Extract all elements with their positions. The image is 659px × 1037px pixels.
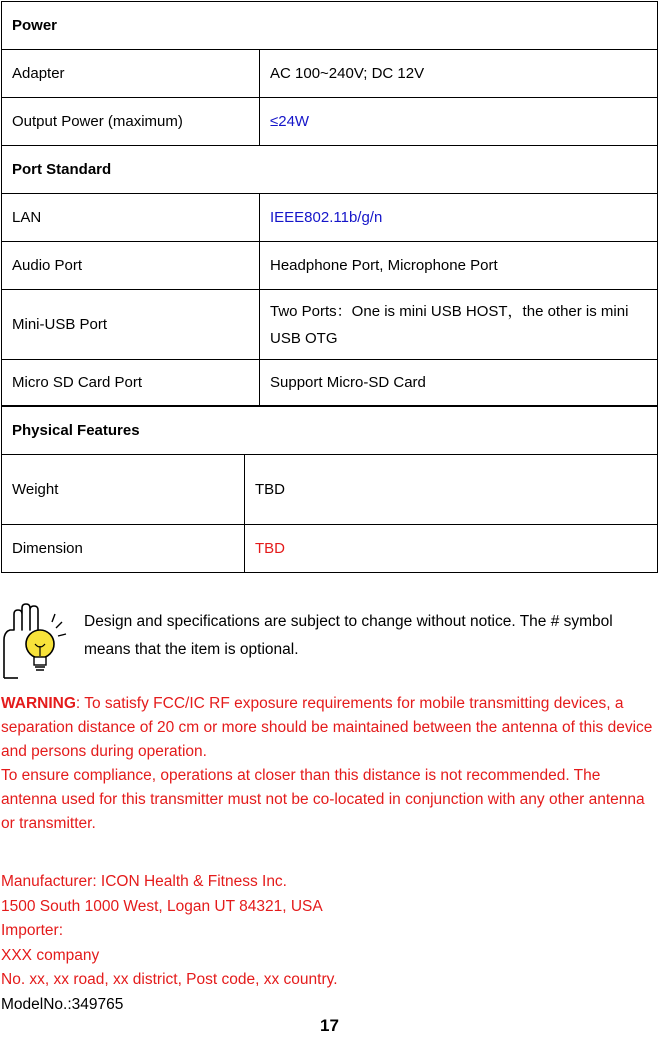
output-power-value: ≤24W: [260, 98, 658, 146]
adapter-label: Adapter: [2, 50, 260, 98]
manufacturer-block: [1, 870, 338, 1017]
lan-value: IEEE802.11b/g/n: [260, 194, 658, 242]
manufacturer-line: Manufacturer: ICON Health & Fitness Inc.: [1, 873, 287, 890]
adapter-value: AC 100~240V; DC 12V: [260, 50, 658, 98]
audio-port-value: Headphone Port, Microphone Port: [260, 242, 658, 290]
warning-block: [1, 692, 659, 836]
hand-lightbulb-icon: [0, 600, 70, 682]
micro-sd-value: Support Micro-SD Card: [260, 360, 658, 406]
specification-note: Design and specifications are subject to change without notice. The # symbol means that the item is optional.: [84, 613, 613, 658]
weight-label: Weight: [2, 455, 245, 525]
mini-usb-label: Mini-USB Port: [2, 290, 260, 360]
importer-address: No. xx, xx road, xx district, Post code, xx country.: [1, 971, 338, 988]
page-number: 17: [320, 1016, 339, 1035]
spec-table-physical: [1, 406, 658, 573]
micro-sd-label: Micro SD Card Port: [2, 360, 260, 406]
model-number: ModelNo.:349765: [1, 995, 124, 1013]
lan-label: LAN: [2, 194, 260, 242]
warning-text-2: To ensure compliance, operations at closer than this distance is not recommended. The antenna used for this transmitter must not be co-located in conjunction with any other antenna or transmitter.: [1, 767, 645, 832]
manufacturer-address: 1500 South 1000 West, Logan UT 84321, USA: [1, 897, 323, 915]
importer-name: XXX company: [1, 946, 100, 964]
mini-usb-value: Two Ports：One is mini USB HOST，the other is mini USB OTG: [260, 290, 658, 360]
warning-label: WARNING: [1, 695, 76, 712]
dimension-value: TBD: [245, 525, 658, 573]
audio-port-label: Audio Port: [2, 242, 260, 290]
power-section-header: Power: [2, 2, 658, 50]
importer-label: Importer:: [1, 922, 64, 939]
warning-text-1: : To satisfy FCC/IC RF exposure requirements for mobile transmitting devices, a separation distance of 20 cm or more should be maintained between the antenna of this device and persons during operation.: [1, 695, 653, 760]
weight-value: TBD: [245, 455, 658, 525]
port-section-header: Port Standard: [2, 146, 658, 194]
output-power-label: Output Power (maximum): [2, 98, 260, 146]
dimension-label: Dimension: [2, 525, 245, 573]
physical-section-header: Physical Features: [2, 407, 658, 455]
spec-table-upper: [1, 1, 658, 406]
